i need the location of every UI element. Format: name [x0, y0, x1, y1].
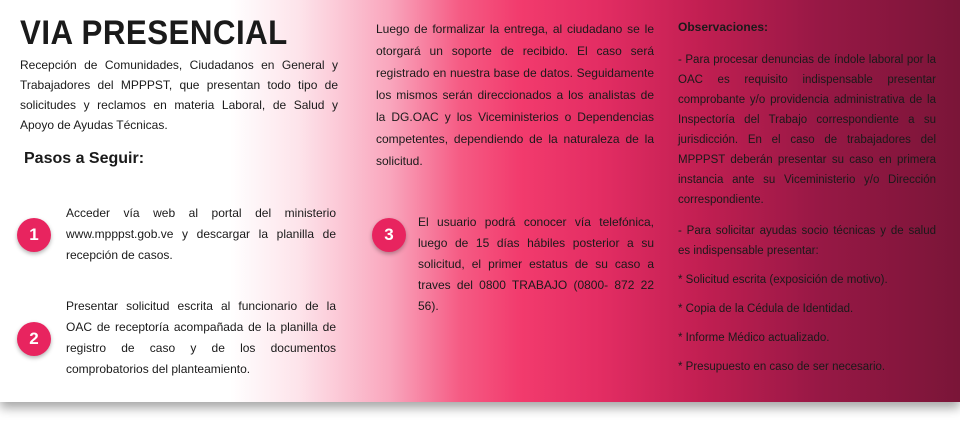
requirement-item: * Copia de la Cédula de Identidad.: [678, 303, 854, 315]
observations-title: Observaciones:: [678, 20, 769, 34]
intro-text: Recepción de Comunidades, Ciudadanos en General y Trabajadores del MPPPST, que presentan todo tipo de solicitudes y reclamos en materia Laboral, de Salud y Apoyo de Ayudas Técnicas.: [20, 58, 338, 132]
formalization-text: Luego de formalizar la entrega, al ciudadano se le otorgará un soporte de recibido. El caso será registrado en nuestra base de datos. Seguidamente los mismos serán direccionados a los analistas de la DG.OAC y los Viceministerios o Dependencias competentes, dependiendo de la naturaleza de la solicitud.: [376, 22, 654, 168]
observations-paragraph-1: - Para procesar denuncias de índole laboral por la OAC es requisito indispensable presentar comprobante y/o providencia administrativa de la Inspectoría del Trabajo correspondiente a su jurisdicción. En el caso de trabajadores del MPPPST deberán presentar su caso en primera instancia ante su Viceministerio y/o Dirección correspondiente.: [678, 54, 936, 206]
observations-body: [678, 50, 936, 377]
requirement-item: * Solicitud escrita (exposición de motivo).: [678, 274, 888, 286]
step-2-text: Presentar solicitud escrita al funcionario de la OAC de receptoría acompañada de la planilla de registro de caso y de los documentos comprobatorios del planteamiento.: [66, 299, 336, 376]
requirement-item: * Informe Médico actualizado.: [678, 332, 830, 344]
observations-paragraph-2: - Para solicitar ayudas socio técnicas y de salud es indispensable presentar:: [678, 225, 936, 257]
step-3-text: El usuario podrá conocer vía telefónica, luego de 15 días hábiles posterior a su solicitud, el primer estatus de su caso a traves del 0800 TRABAJO (0800- 872 22 56).: [418, 215, 654, 313]
step-2-badge: 2: [17, 322, 51, 356]
step-1-text: Acceder vía web al portal del ministerio www.mpppst.gob.ve y descargar la planilla de recepción de casos.: [66, 206, 336, 262]
step-1-badge: 1: [17, 218, 51, 252]
requirement-item: * Presupuesto en caso de ser necesario.: [678, 361, 886, 373]
page-title: VIA PRESENCIAL: [20, 14, 288, 52]
steps-heading: Pasos a Seguir:: [24, 150, 145, 167]
step-3-badge: 3: [372, 218, 406, 252]
